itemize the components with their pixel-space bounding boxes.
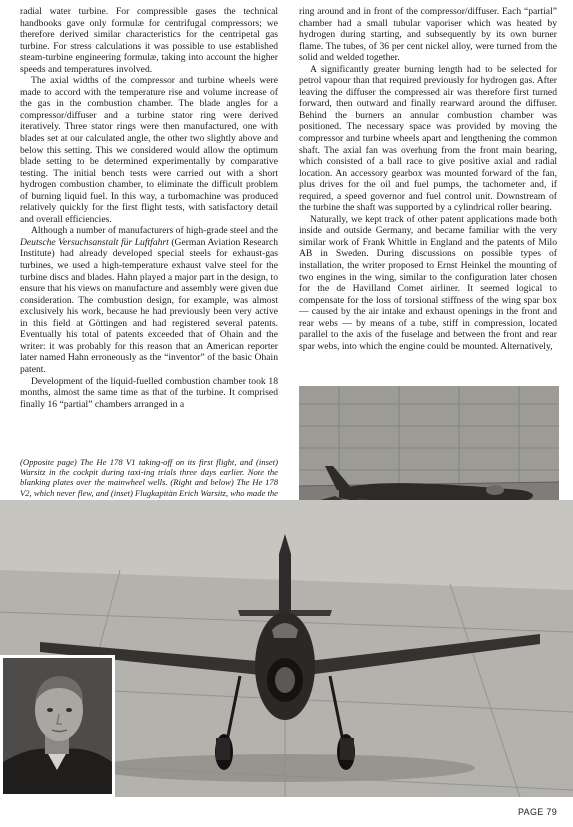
paragraph-text: (German Aviation Research Institute) had already developed special steels for exhaust-gas turbines, we used a high-temperature exhaust valve steel for the turbine discs and blades. Hahn played a major part in the design, to ensure that his views on manufacture and assembly were given due consideration. The combustion design, for example, was almost exclusively his work, because he had previously been very active in this field at Göttingen and had registered several patents. Eventually his total of patents exceeded that of Ohain and the writer: it was probably for this reason that an American reporter later named Hahn erroneously as the “inventor” of the basic Ohain patent. xyxy=(20,236,278,375)
paragraph: radial water turbine. For compressible gases the technical handbooks gave only formulæ for centrifugal compressors; we therefore derived similar characteristics for the centripetal gas turbine. For stress calculations it was possible to use established steam-turbine engineering formulæ, taking into account the higher speeds and temperatures involved. xyxy=(20,6,278,75)
pilot-portrait-photo xyxy=(0,655,115,797)
paragraph: Naturally, we kept track of other patent applications made both inside and outside Germany, and became familiar with the very similar work of Frank Whittle in England and the patents of Milo AB in Sweden. During discussions on possible types of installation, the writer proposed to Ernst Heinkel the mounting of two engines in the wing, similar to the configuration later chosen for the de Havilland Comet airliner. It seemed logical to compensate for the loss of torsional stiffness of the wing spar box — caused by the air intake and exhaust openings in the front and rear webs — by means of a tube, stiff in compression, located parallel to the axis of the fuselage and between the front and rear spar webs, into which the engine could be mounted. Alternatively, xyxy=(299,213,557,352)
paragraph: ring around and in front of the compressor/diffuser. Each “partial” chamber had a small tubular vaporiser which was heated by hydrogen during starting, and subsequently by its own burner flame. The tubes, of 36 per cent nickel alloy, were turned from the solid and welded together. xyxy=(299,6,557,64)
paragraph xyxy=(20,225,278,375)
paragraph: The axial widths of the compressor and turbine wheels were made to accord with the temperature rise and volume increase of the gas in the combustion chamber. The blade angles for a compressor/diffuser and a turbine stator ring were derived iteratively. Three stator rings were then manufactured, one with blades set at our calculated angle, the other two slightly above and below this setting. This we considered would allow the optimum blade setting to be determined experimentally by comparative testing. The initial bench tests were carried out with a short hydrogen combustion chamber, to eliminate the difficult problem of burning liquid fuel. In this way, a turbomachine was produced relatively quickly for the first flight tests, with satisfactory detail and overall efficiencies. xyxy=(20,75,278,225)
paragraph: Development of the liquid-fuelled combustion chamber took 18 months, almost the same time as that of the turbine. It comprised finally 16 “partial” chambers arranged in a xyxy=(20,375,278,410)
right-text-column xyxy=(299,6,557,386)
page-number: PAGE 79 xyxy=(518,807,557,817)
left-text-column xyxy=(20,6,278,452)
pilot-portrait-illustration xyxy=(3,658,112,794)
paragraph-text: Although a number of manufacturers of high-grade steel and the xyxy=(31,225,278,237)
paragraph: A significantly greater burning length had to be selected for petrol vapour than that required previously for hydrogen gas. After leaving the diffuser the compressed air was therefore first turned forward, then outward and finally rearward around the diffuser. Behind the burners an annular combustion chamber was positioned. The necessary space was provided by moving the compressor and turbine wheels apart and lengthening the common shaft. The axial fan was overhung from the front main bearing, which consisted of a ball race to give positive axial and radial location. An accessory gearbox was mounted forward of the fan, plus drives for the oil and fuel pumps, the tachometer and, if required, a speed governor and fuel control unit. Downstream of the turbine the shaft was supported by a cylindrical roller bearing. xyxy=(299,63,557,214)
caption-text: (Opposite page) The He 178 V1 taking-off on its first flight, and (inset) Warsitz in the cockpit during taxi-ing trials three days earlier. Note the blanking plates over the mainwheel wells. (Right and below) The He 178 V2, which never flew, and (inset) Flugkapitän Erich Warsitz, who made the xyxy=(20,457,278,498)
institute-name: Deutsche Versuchsanstalt für Luftfahrt xyxy=(20,236,169,248)
